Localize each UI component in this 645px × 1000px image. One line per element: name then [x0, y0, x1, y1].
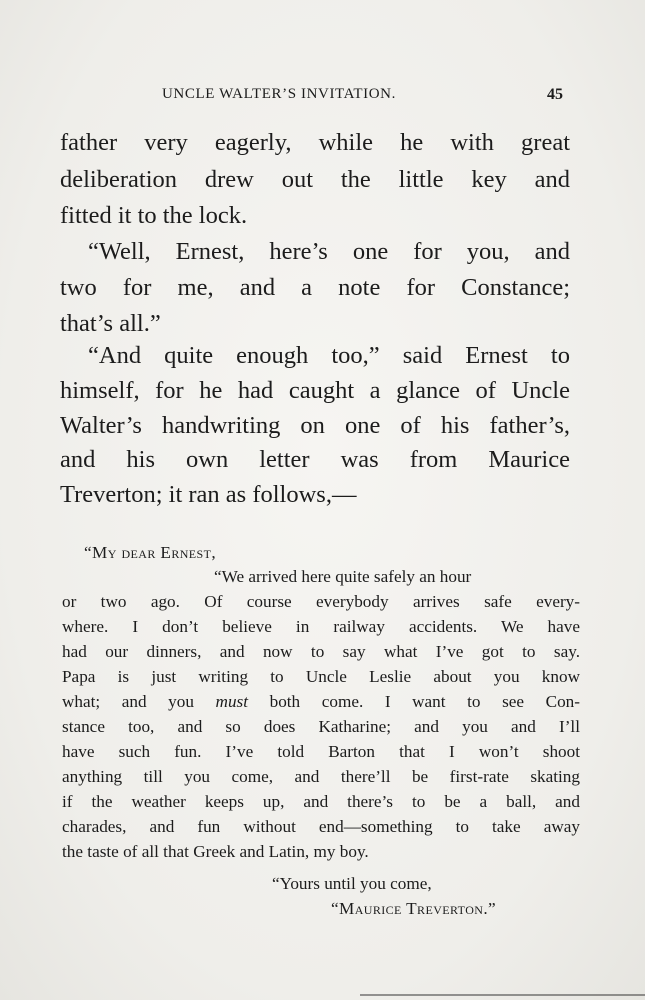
letter-line: charades, and fun without end—something to take away [62, 817, 580, 836]
body-line: “And quite enough too,” said Ernest to [88, 342, 570, 369]
letter-line: “We arrived here quite safely an hour [214, 567, 472, 586]
running-head: UNCLE WALTER’S INVITATION. [162, 86, 396, 102]
letter-line-segment: both come. I want to see Con- [248, 692, 580, 711]
body-line: fitted it to the lock. [60, 202, 248, 229]
body-line: deliberation drew out the little key and [60, 166, 570, 193]
body-line: himself, for he had caught a glance of Uncle [60, 377, 570, 404]
body-line: “Well, Ernest, here’s one for you, and [88, 238, 570, 265]
emphasized-word: must [215, 692, 249, 711]
body-line: and his own letter was from Maurice [60, 446, 570, 473]
body-line: Treverton; it ran as follows,— [60, 481, 357, 508]
letter-line: if the weather keeps up, and there’s to be a ball, and [62, 792, 580, 811]
letter-line: or two ago. Of course everybody arrives safe every- [62, 592, 580, 611]
letter-line-segment: what; and you [62, 692, 216, 711]
letter-line: where. I don’t believe in railway accidents. We have [62, 617, 580, 636]
page-edge-shadow [360, 994, 645, 996]
body-line: that’s all.” [60, 310, 161, 337]
letter-salutation: “My dear Ernest, [84, 543, 217, 562]
letter-signature: “Maurice Treverton.” [331, 899, 497, 918]
letter-closing: “Yours until you come, [272, 874, 432, 893]
letter-line: Papa is just writing to Uncle Leslie about you know [62, 667, 580, 686]
letter-line: stance too, and so does Katharine; and you and I’ll [62, 717, 580, 736]
body-line: Walter’s handwriting on one of his father’s, [60, 412, 570, 439]
page-header [0, 86, 645, 108]
body-line: two for me, and a note for Constance; [60, 274, 570, 301]
letter-line: the taste of all that Greek and Latin, my boy. [62, 842, 369, 861]
letter-line: had our dinners, and now to say what I’ve got to say. [62, 642, 580, 661]
letter-line: anything till you come, and there’ll be first-rate skating [62, 767, 580, 786]
letter-line [62, 690, 580, 715]
page-number: 45 [547, 86, 563, 103]
body-line: father very eagerly, while he with great [60, 129, 570, 156]
letter-line: have such fun. I’ve told Barton that I won’t shoot [62, 742, 580, 761]
